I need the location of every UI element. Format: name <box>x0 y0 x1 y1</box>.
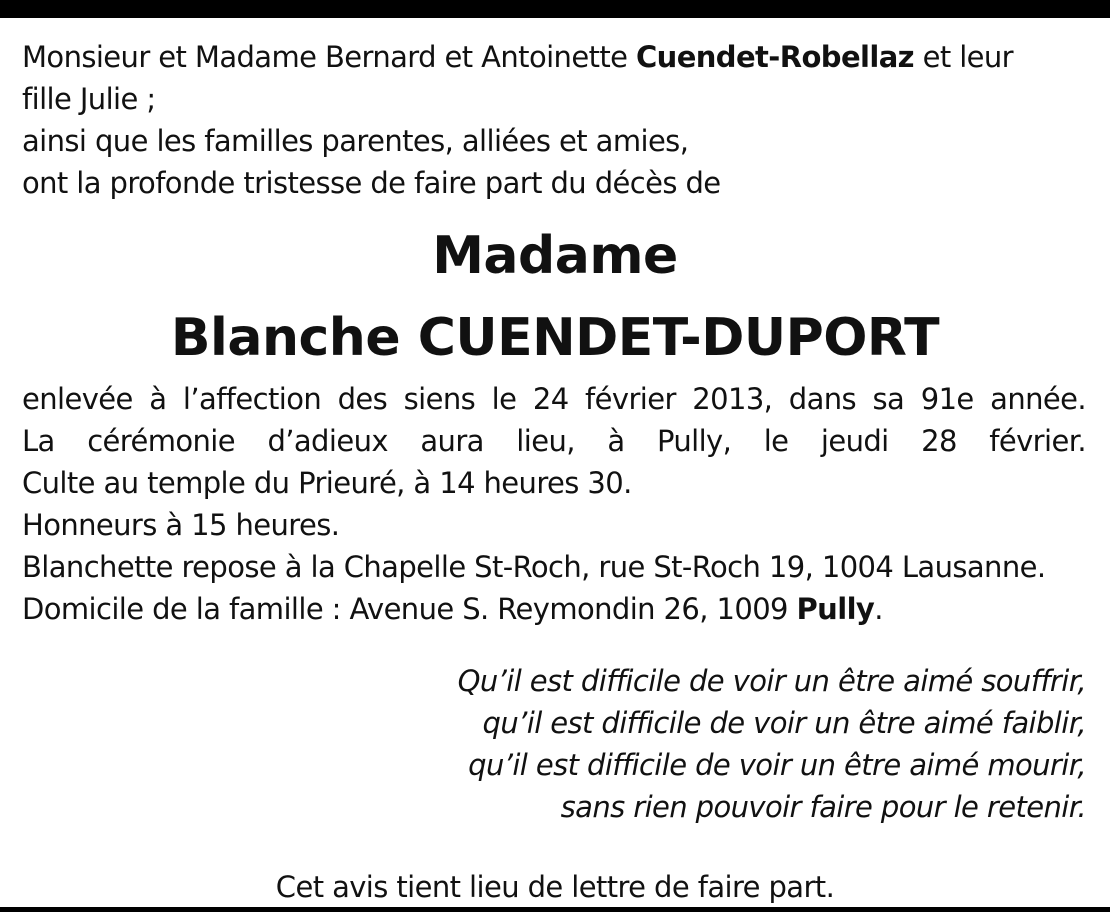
intro-line-4: ont la profonde tristesse de faire part du décès de <box>22 166 721 200</box>
poem-line: qu’il est difficile de voir un être aimé mourir, <box>468 748 1086 782</box>
town-name: Pully <box>796 592 875 626</box>
intro-line-2: fille Julie ; <box>22 82 156 116</box>
bottom-border-rule <box>0 907 1110 912</box>
footer-notice: Cet avis tient lieu de lettre de faire part. <box>275 870 835 904</box>
poem-line: sans rien pouvoir faire pour le retenir. <box>560 790 1086 824</box>
details-line-4: Honneurs à 15 heures. <box>22 508 340 542</box>
family-surname: Cuendet-Robellaz <box>635 40 914 74</box>
details-line-6: Domicile de la famille : Avenue S. Reymondin 26, 1009 Pully. <box>22 592 883 626</box>
top-border-rule <box>0 0 1110 18</box>
ceremony-details <box>22 378 1086 630</box>
details-line-5: Blanchette repose à la Chapelle St-Roch, rue St-Roch 19, 1004 Lausanne. <box>22 550 1046 584</box>
intro-line-1: Monsieur et Madame Bernard et Antoinette Cuendet-Robellaz et leur <box>22 40 1014 74</box>
poem-line: Qu’il est difficile de voir un être aimé souffrir, <box>457 664 1086 698</box>
details-line-1: enlevée à l’affection des siens le 24 février 2013, dans sa 91e année. <box>22 382 1086 416</box>
announcement-intro <box>22 36 1086 204</box>
intro-line-3: ainsi que les familles parentes, alliées et amies, <box>22 124 689 158</box>
details-line-2: La cérémonie d’adieux aura lieu, à Pully, le jeudi 28 février. <box>22 424 1086 458</box>
poem-line: qu’il est difficile de voir un être aimé faiblir, <box>482 706 1086 740</box>
deceased-name: Blanche CUENDET-DUPORT <box>170 308 940 368</box>
details-line-3: Culte au temple du Prieuré, à 14 heures 30. <box>22 466 632 500</box>
memorial-poem <box>86 660 1086 828</box>
deceased-title: Madame <box>432 226 678 286</box>
